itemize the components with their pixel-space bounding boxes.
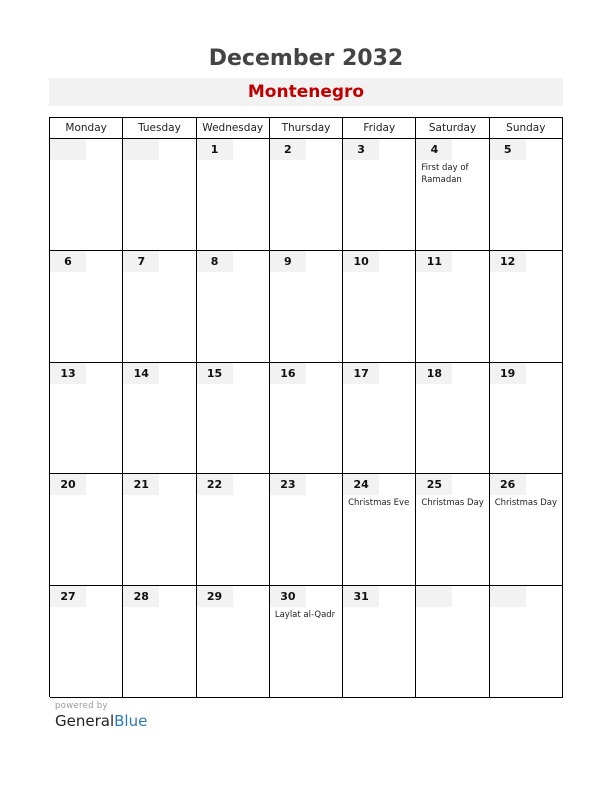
day-number: 17	[343, 363, 379, 384]
day-number: 22	[197, 474, 233, 495]
day-number: 28	[123, 586, 159, 607]
day-number: 1	[197, 139, 233, 160]
day-cell	[416, 586, 489, 698]
day-number: 8	[197, 251, 233, 272]
brand-logo	[55, 712, 147, 730]
day-number: 20	[50, 474, 86, 495]
country-banner	[49, 78, 563, 106]
day-cell	[197, 586, 270, 698]
day-cell	[270, 474, 343, 586]
day-cell	[343, 474, 416, 586]
day-number: 11	[416, 251, 452, 272]
day-cell	[50, 586, 123, 698]
day-cell	[416, 363, 489, 475]
day-number: 10	[343, 251, 379, 272]
calendar-grid	[49, 117, 563, 697]
day-number: 5	[490, 139, 526, 160]
day-number: 16	[270, 363, 306, 384]
day-number: 29	[197, 586, 233, 607]
holiday-label: Laylat al-Qadr	[274, 610, 336, 621]
day-number: 14	[123, 363, 159, 384]
day-cell	[50, 251, 123, 363]
weekday-header	[50, 118, 563, 139]
day-number	[416, 586, 452, 607]
day-number	[50, 139, 86, 160]
day-cell	[50, 474, 123, 586]
day-number: 26	[490, 474, 526, 495]
day-number: 15	[197, 363, 233, 384]
footer	[55, 701, 147, 730]
weekday-label: Wednesday	[197, 118, 270, 139]
day-number: 3	[343, 139, 379, 160]
day-cell	[197, 251, 270, 363]
weekday-label: Monday	[50, 118, 123, 139]
day-number: 19	[490, 363, 526, 384]
day-cell	[123, 363, 196, 475]
week-row	[50, 363, 563, 475]
day-cell	[416, 474, 489, 586]
day-cell	[197, 474, 270, 586]
holiday-label: First day of Ramadan	[421, 163, 469, 185]
day-cell	[197, 363, 270, 475]
day-cell	[343, 586, 416, 698]
day-cell	[197, 139, 270, 251]
day-cell	[490, 586, 563, 698]
day-cell	[270, 251, 343, 363]
day-number: 12	[490, 251, 526, 272]
day-cell	[490, 139, 563, 251]
day-number: 24	[343, 474, 379, 495]
day-cell	[123, 251, 196, 363]
day-cell	[123, 474, 196, 586]
holiday-label: Christmas Day	[494, 498, 558, 509]
day-cell	[490, 251, 563, 363]
page-title: December 2032	[208, 46, 404, 71]
day-number: 13	[50, 363, 86, 384]
day-number: 21	[123, 474, 159, 495]
day-cell	[270, 586, 343, 698]
weekday-label: Tuesday	[123, 118, 196, 139]
day-cell	[50, 363, 123, 475]
day-cell	[343, 363, 416, 475]
day-number: 7	[123, 251, 159, 272]
brand-blue: Blue	[114, 712, 148, 730]
day-number: 27	[50, 586, 86, 607]
week-row	[50, 474, 563, 586]
day-cell	[343, 251, 416, 363]
day-cell	[123, 586, 196, 698]
weekday-label: Saturday	[416, 118, 489, 139]
day-number: 6	[50, 251, 86, 272]
day-number	[123, 139, 159, 160]
day-number: 30	[270, 586, 306, 607]
holiday-label: Christmas Day	[421, 498, 484, 509]
day-cell	[50, 139, 123, 251]
calendar-weeks	[50, 139, 563, 698]
day-cell	[490, 474, 563, 586]
brand-general: General	[55, 712, 115, 730]
day-cell	[416, 139, 489, 251]
day-number: 9	[270, 251, 306, 272]
holiday-label: Christmas Eve	[348, 498, 410, 509]
day-number: 31	[343, 586, 379, 607]
day-number: 2	[270, 139, 306, 160]
day-cell	[123, 139, 196, 251]
day-number	[490, 586, 526, 607]
day-cell	[270, 363, 343, 475]
day-cell	[343, 139, 416, 251]
day-number: 23	[270, 474, 306, 495]
day-cell	[270, 139, 343, 251]
weekday-label: Sunday	[490, 118, 563, 139]
country-name: Montenegro	[247, 82, 365, 102]
day-number: 18	[416, 363, 452, 384]
day-number: 25	[416, 474, 452, 495]
day-number: 4	[416, 139, 452, 160]
week-row	[50, 251, 563, 363]
weekday-label: Thursday	[270, 118, 343, 139]
day-cell	[416, 251, 489, 363]
week-row	[50, 586, 563, 698]
weekday-label: Friday	[343, 118, 416, 139]
powered-by-text: powered by	[55, 701, 108, 711]
day-cell	[490, 363, 563, 475]
week-row	[50, 139, 563, 251]
